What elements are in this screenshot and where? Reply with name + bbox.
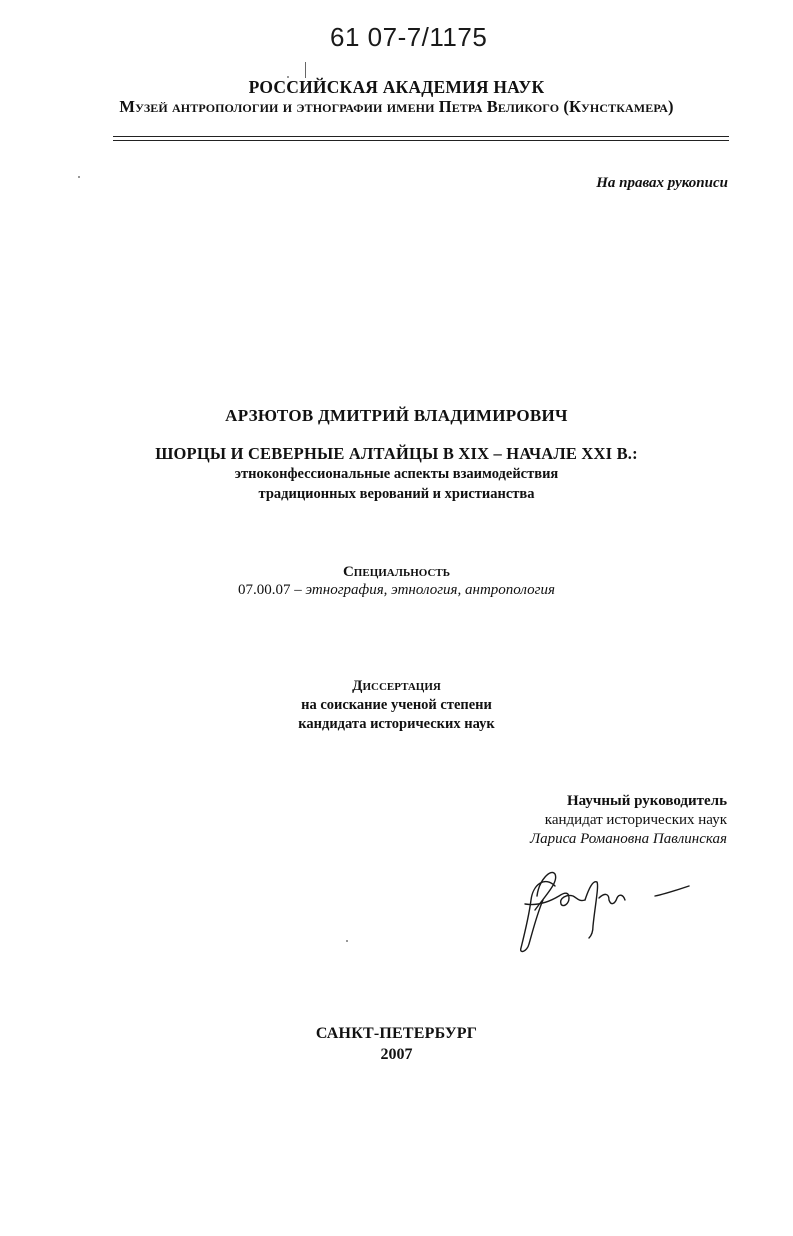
supervisor-name: Лариса Романовна Павлинская xyxy=(529,831,727,847)
thesis-subtitle-line2: традиционных верований и христианства xyxy=(258,486,535,502)
supervisor-degree: кандидат исторических наук xyxy=(544,812,727,828)
author-name: АРЗЮТОВ ДМИТРИЙ ВЛАДИМИРОВИЧ xyxy=(225,406,568,425)
scan-speck xyxy=(78,176,80,178)
scan-mark xyxy=(305,62,306,78)
publication-year: 2007 xyxy=(380,1046,413,1063)
dissertation-purpose: на соискание ученой степени xyxy=(301,697,492,713)
dissertation-degree: кандидата исторических наук xyxy=(298,716,495,732)
scan-speck xyxy=(346,940,348,942)
handwritten-signature xyxy=(515,866,695,956)
specialty-name: этнография, этнология, антропология xyxy=(305,582,555,598)
dissertation-heading: Диссертация xyxy=(352,678,441,694)
institution-name: Музей антропологии и этнографии имени Петра Великого (Кунсткамера) xyxy=(119,97,674,116)
archive-stamp: 61 07-7/1175 xyxy=(330,22,488,52)
rights-note: На правах рукописи xyxy=(596,175,728,191)
organization-name: РОССИЙСКАЯ АКАДЕМИЯ НАУК xyxy=(248,77,545,97)
header-rule-thick xyxy=(113,136,729,137)
specialty-heading: Специальность xyxy=(342,564,451,580)
specialty-code: 07.00.07 – xyxy=(238,582,306,598)
publication-city: САНКТ-ПЕТЕРБУРГ xyxy=(315,1025,478,1042)
thesis-subtitle-line1: этноконфессиональные аспекты взаимодействия xyxy=(234,466,559,482)
header-rule-thin xyxy=(113,140,729,141)
thesis-title: ШОРЦЫ И СЕВЕРНЫЕ АЛТАЙЦЫ В XIX – НАЧАЛЕ XXI В.: xyxy=(155,444,638,463)
supervisor-heading: Научный руководитель xyxy=(567,793,727,809)
specialty-value xyxy=(0,582,793,599)
